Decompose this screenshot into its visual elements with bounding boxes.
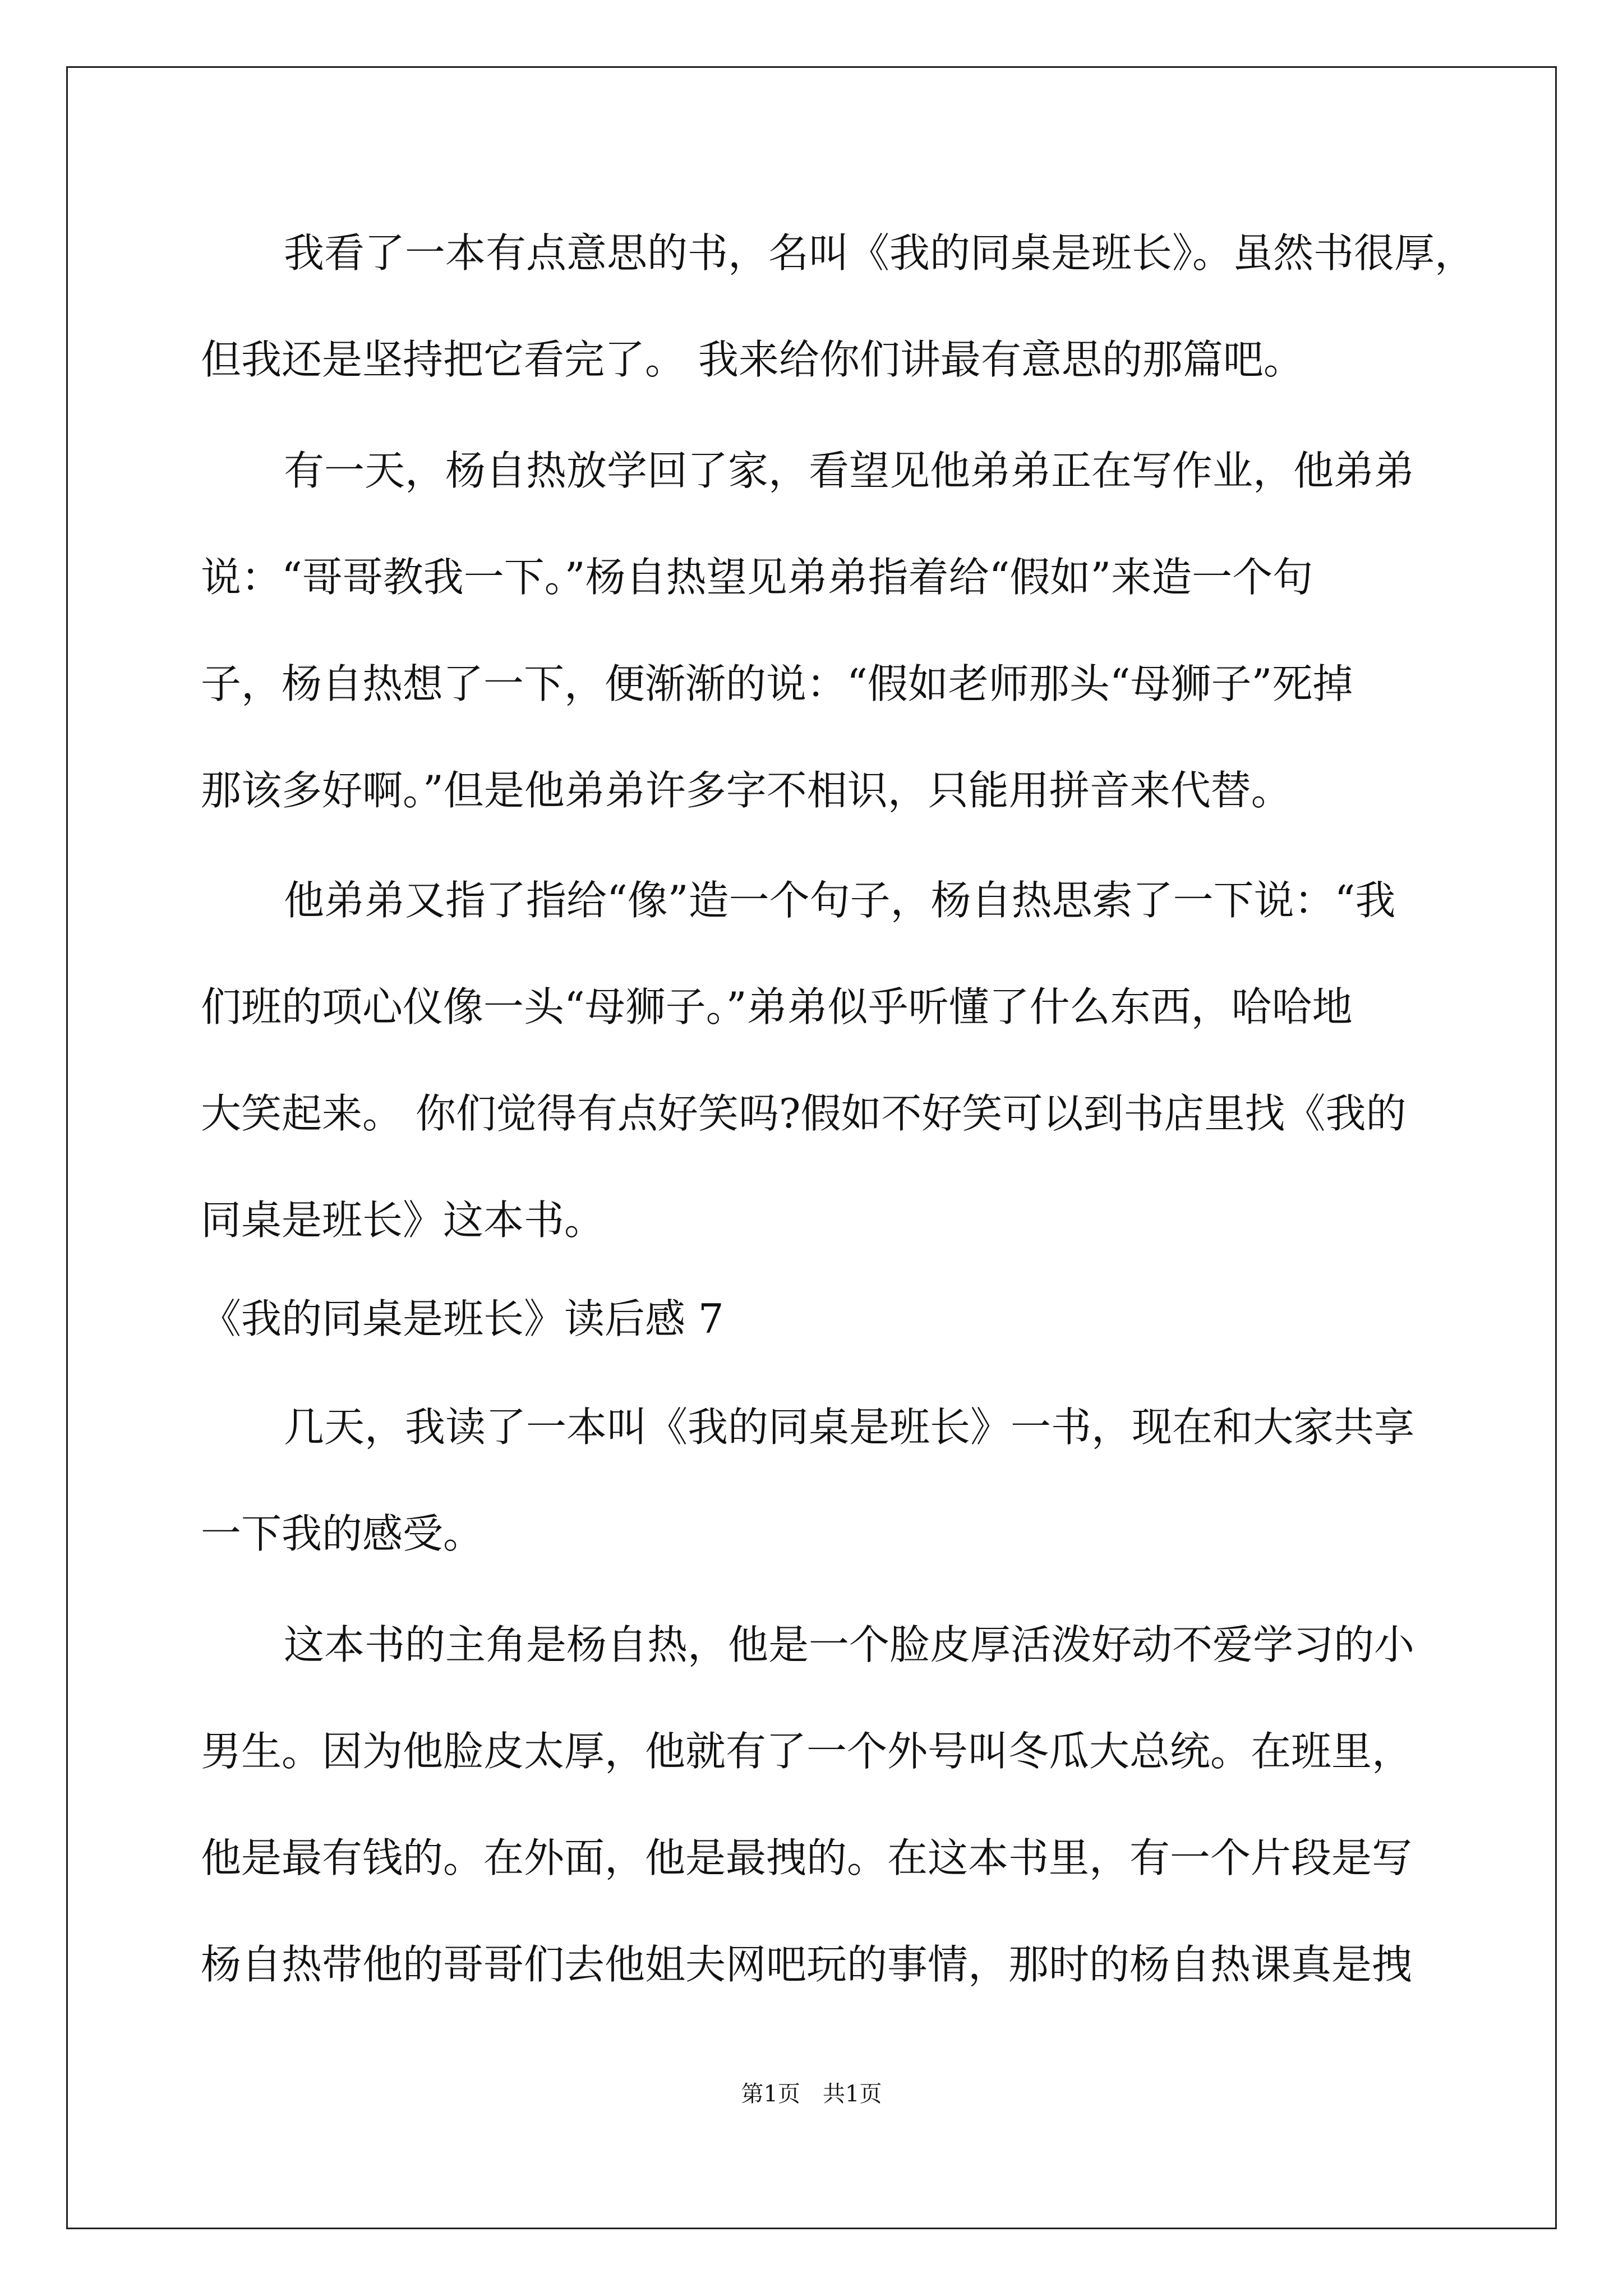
page-border: [66, 66, 1557, 2229]
paragraph-line: 说：“哥哥教我一下。”杨自热望见弟弟指着给“假如”来造一个句: [201, 554, 1313, 601]
paragraph-line: 大笑起来。 你们觉得有点好笑吗?假如不好笑可以到书店里找《我的: [201, 1090, 1407, 1137]
section-heading: 《我的同桌是班长》读后感 7: [201, 1295, 724, 1342]
page-number: 第1页: [741, 2081, 800, 2107]
paragraph-line: 们班的项心仪像一头“母狮子。”弟弟似乎听懂了什么东西，哈哈地: [201, 983, 1353, 1030]
paragraph-line: 子，杨自热想了一下，便渐渐的说：“假如老师那头“母狮子”死掉: [201, 660, 1353, 707]
paragraph-line: 他是最有钱的。在外面，他是最拽的。在这本书里，有一个片段是写: [201, 1834, 1413, 1881]
paragraph-line: 男生。因为他脸皮太厚，他就有了一个外号叫冬瓜大总统。在班里，: [201, 1728, 1413, 1775]
paragraph-line: 几天，我读了一本叫《我的同桌是班长》一书，现在和大家共享: [284, 1404, 1415, 1451]
paragraph-line: 有一天，杨自热放学回了家，看望见他弟弟正在写作业，他弟弟: [284, 447, 1415, 494]
paragraph-line: 杨自热带他的哥哥们去他姐夫网吧玩的事情，那时的杨自热课真是拽: [201, 1941, 1413, 1988]
paragraph-line: 一下我的感受。: [201, 1510, 484, 1557]
page-total: 共1页: [823, 2081, 882, 2107]
paragraph-line: 那该多好啊。”但是他弟弟许多字不相识，只能用拼音来代替。: [201, 767, 1292, 814]
paragraph-line: 但我还是坚持把它看完了。 我来给你们讲最有意思的那篇吧。: [201, 336, 1304, 383]
paragraph-line: 这本书的主角是杨自热，他是一个脸皮厚活泼好动不爱学习的小: [284, 1621, 1415, 1668]
paragraph-line: 我看了一本有点意思的书，名叫《我的同桌是班长》。虽然书很厚，: [284, 229, 1476, 277]
page-footer: [0, 2078, 1623, 2110]
paragraph-line: 同桌是班长》这本书。: [201, 1197, 605, 1244]
paragraph-line: 他弟弟又指了指给“像”造一个句子，杨自热思索了一下说：“我: [284, 877, 1396, 924]
